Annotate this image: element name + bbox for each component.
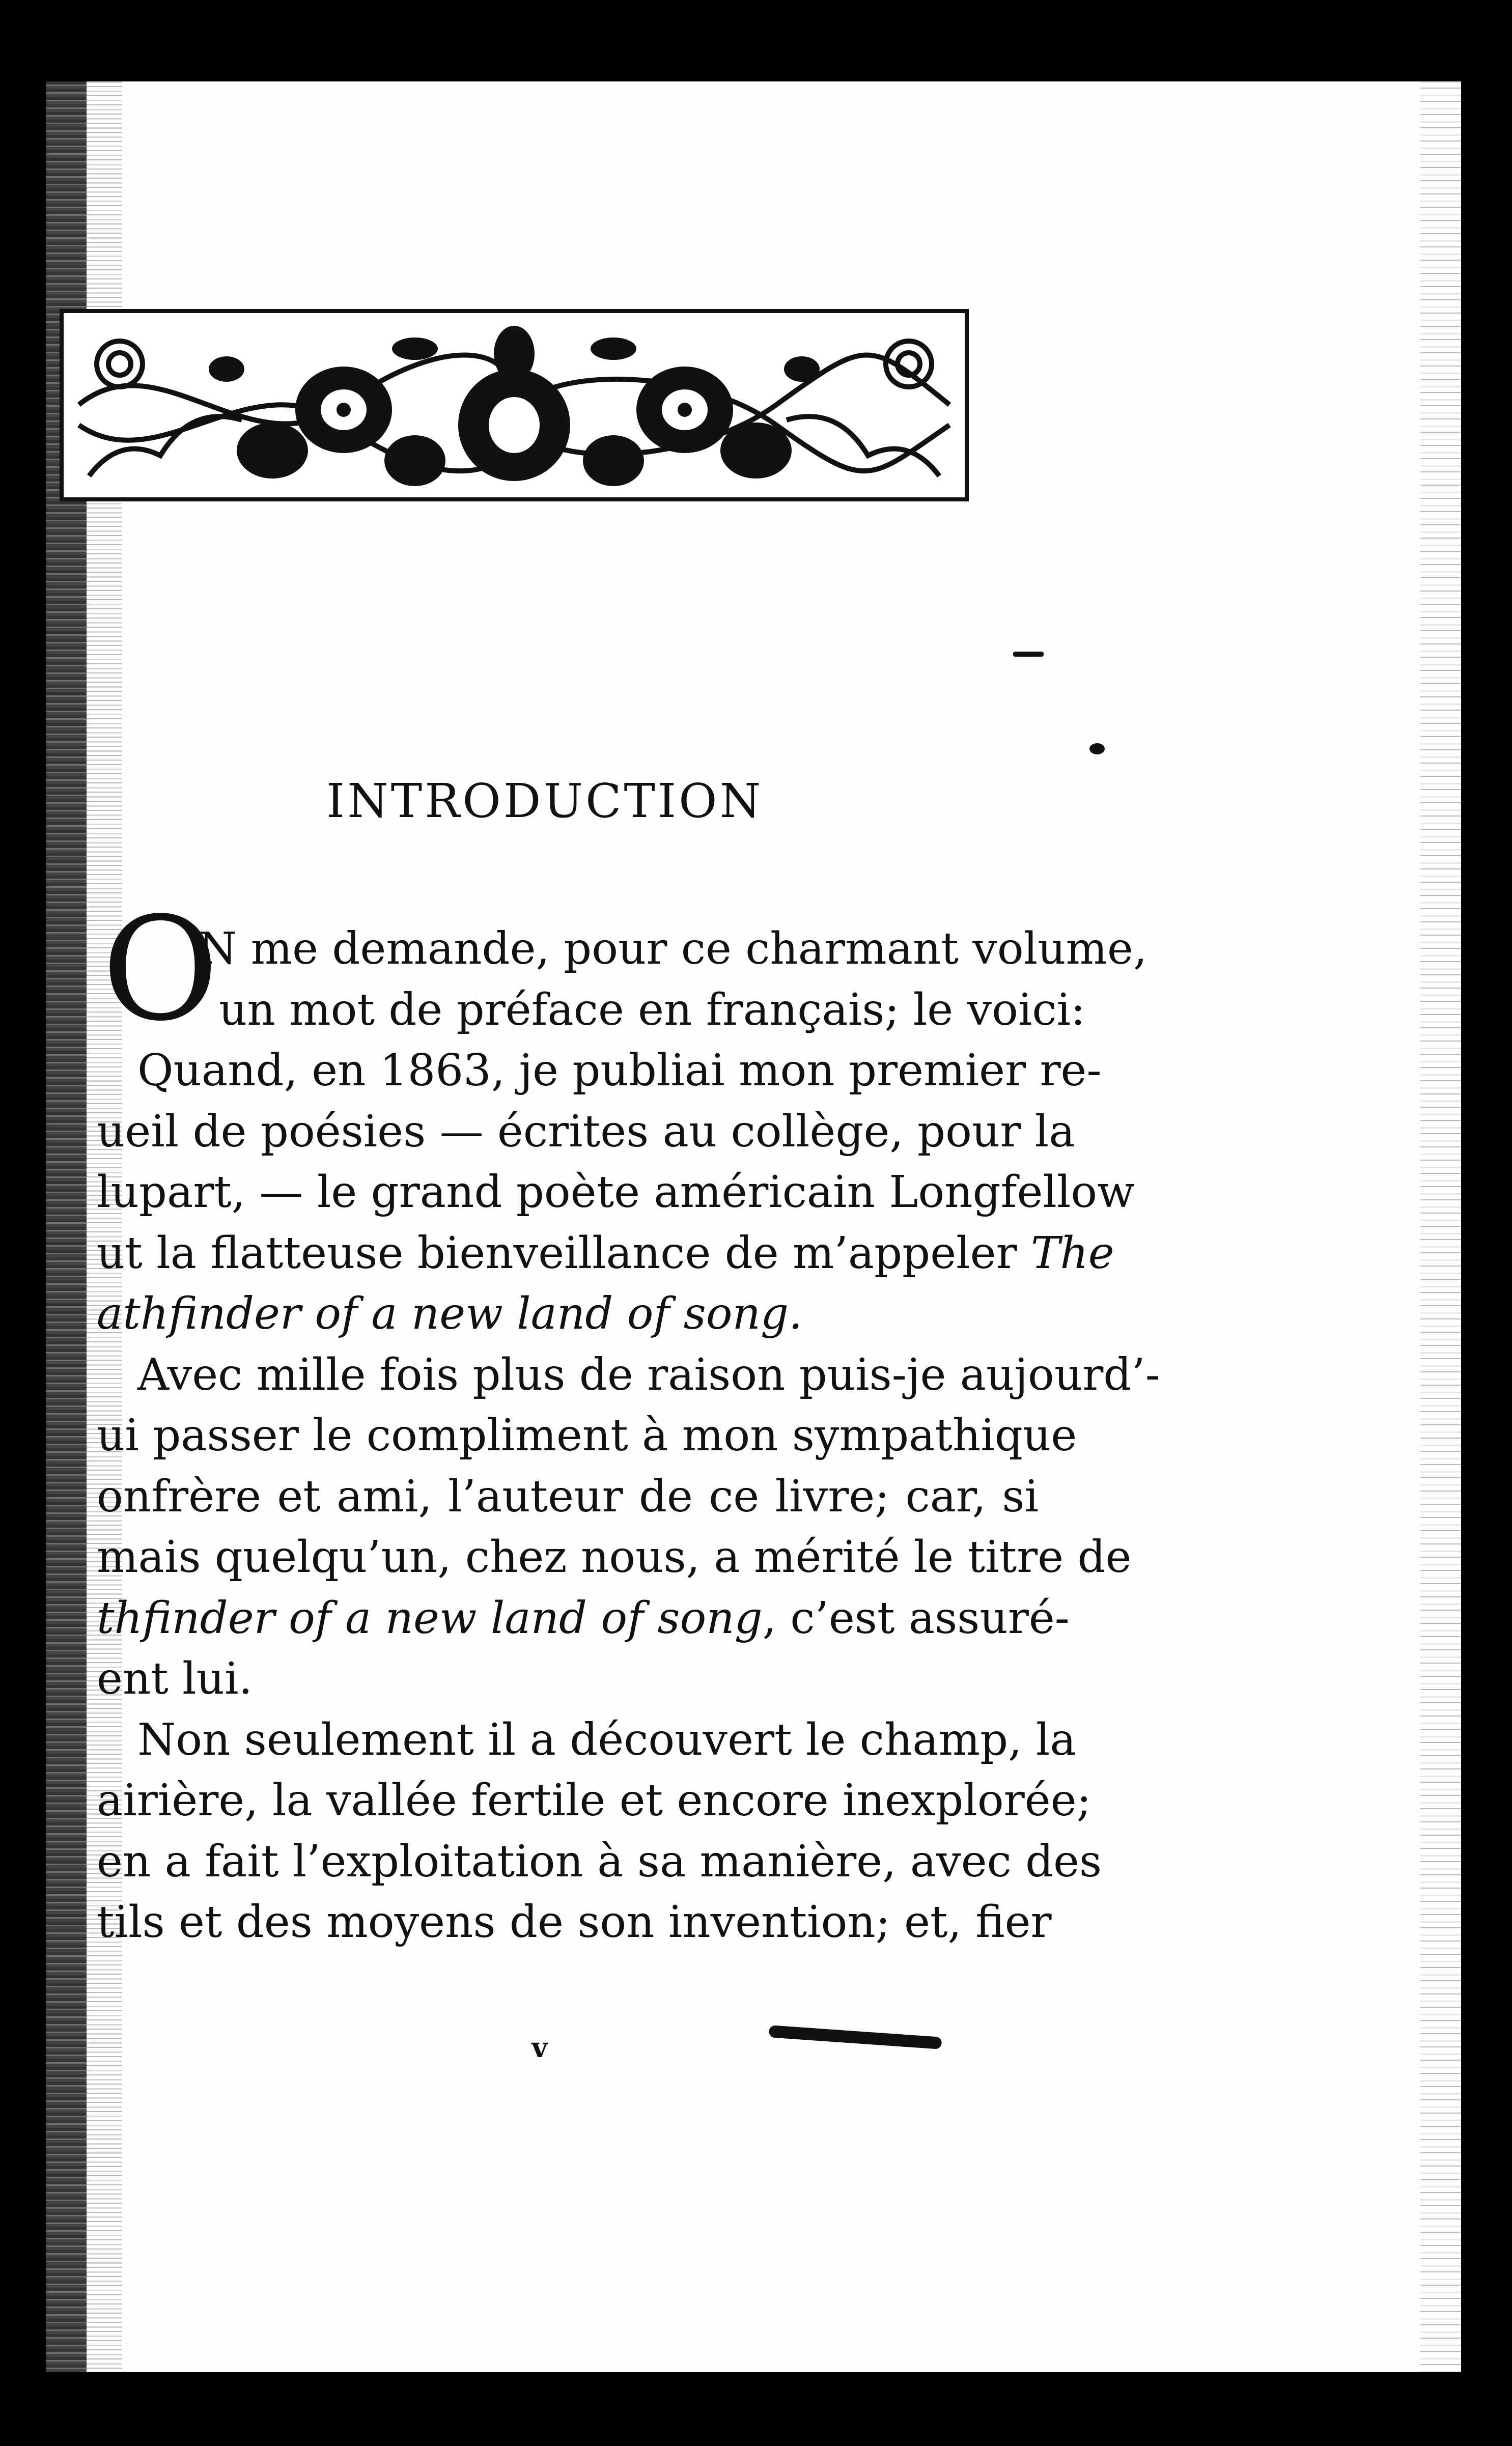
text-line: onfrère et ami, l’auteur de ce livre; car, si <box>97 1471 1039 1522</box>
text-line: athfinder of a new land of song. <box>97 1288 803 1339</box>
page-number: v <box>531 2031 548 2064</box>
ink-mark <box>769 2025 942 2049</box>
drop-cap: O <box>102 887 219 1053</box>
text-line: N me demande, pour ce charmant volume, <box>199 923 1147 974</box>
text-line: ui passer le compliment à mon sympathique <box>97 1410 1077 1461</box>
text-line: ueil de poésies — écrites au collège, pour la <box>97 1106 1075 1157</box>
body-text <box>97 919 1160 1953</box>
text-line: Non seulement il a découvert le champ, la <box>137 1714 1076 1765</box>
text-line: tils et des moyens de son invention; et, fier <box>97 1897 1052 1948</box>
chapter-title: INTRODUCTION <box>326 774 764 828</box>
text-line: airière, la vallée fertile et encore inexplorée; <box>97 1775 1091 1826</box>
text-line: ent lui. <box>97 1653 253 1704</box>
ink-speck <box>1089 743 1105 754</box>
book-page <box>46 81 1461 2372</box>
text-line: ut la flatteuse bienveillance de m’appeler The <box>97 1227 1114 1279</box>
text-line: thfinder of a new land of song, c’est assuré- <box>97 1592 1070 1644</box>
page-edge <box>1420 81 1461 2372</box>
text-line: Quand, en 1863, je publiai mon premier re- <box>137 1045 1102 1096</box>
text-line: mais quelqu’un, chez nous, a mérité le titre de <box>97 1532 1132 1583</box>
text-line: Avec mille fois plus de raison puis-je aujourd’- <box>137 1349 1160 1400</box>
headpiece-ornament <box>59 308 970 502</box>
text-line: en a fait l’exploitation à sa manière, avec des <box>97 1836 1102 1887</box>
text-line: lupart, — le grand poète américain Longfellow <box>97 1167 1135 1218</box>
ink-speck <box>1013 652 1044 657</box>
text-line: un mot de préface en français; le voici: <box>219 984 1086 1035</box>
